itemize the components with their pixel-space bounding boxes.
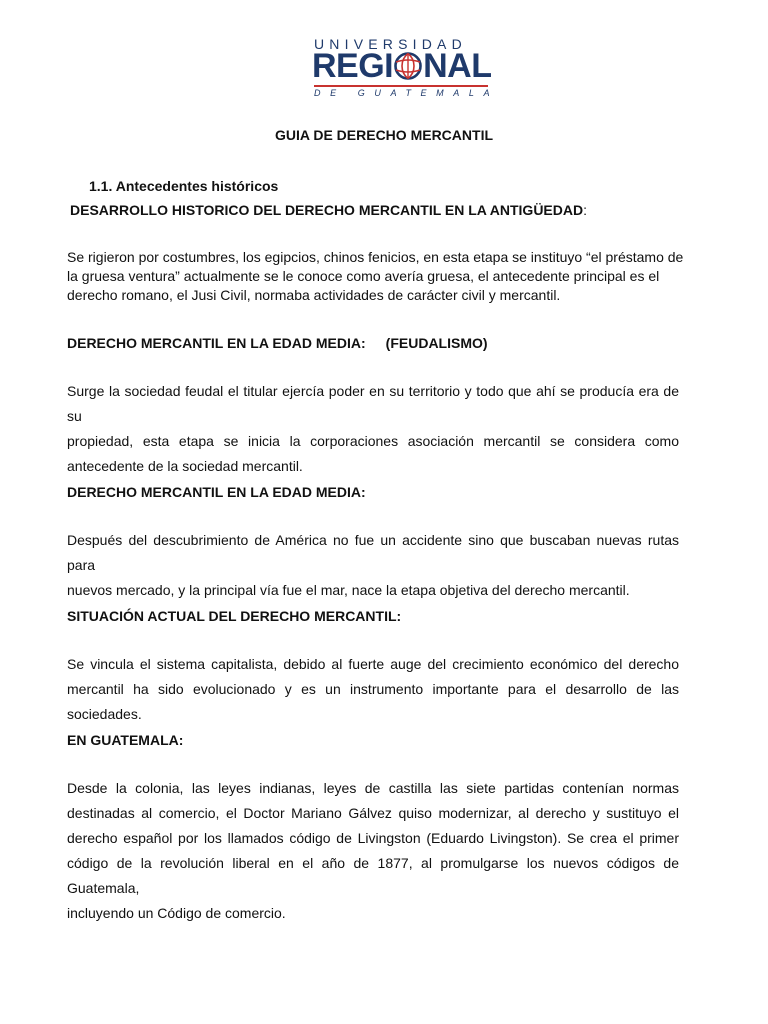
logo-line-universidad: UNIVERSIDAD <box>314 36 467 52</box>
globe-icon <box>394 52 422 80</box>
paragraph-line: Después del descubrimiento de América no fue un accidente sino que buscaban nuevas rutas para <box>67 532 679 573</box>
section-heading-edad-media-feudalismo <box>67 334 488 353</box>
paragraph-situacion-actual <box>67 652 679 727</box>
section-heading-edad-media: DERECHO MERCANTIL EN LA EDAD MEDIA: <box>67 484 366 500</box>
logo-line-guatemala: DE GUATEMALA <box>314 88 500 98</box>
subsection-heading: 1.1. Antecedentes históricos <box>89 178 279 194</box>
paragraph-guatemala <box>67 776 679 926</box>
paragraph-line: derecho español por los llamados código de Livingston (Eduardo Livingston). Se crea el primer <box>67 830 679 846</box>
paragraph-line: código de la revolución liberal en el año de 1877, al promulgarse los nuevos códigos de Guatemala, <box>67 855 679 896</box>
paragraph-line: antecedente de la sociedad mercantil. <box>67 458 303 474</box>
paragraph-line: propiedad, esta etapa se inicia la corporaciones asociación mercantil se considera como <box>67 433 679 449</box>
heading-colon: : <box>583 202 587 218</box>
logo-divider <box>314 85 488 87</box>
paragraph-line: destinadas al comercio, el Doctor Mariano Gálvez quiso modernizar, al derecho y sustituyo el <box>67 805 679 821</box>
paragraph-line: nuevos mercado, y la principal vía fue el mar, nace la etapa objetiva del derecho mercantil. <box>67 582 630 598</box>
heading-text: DESARROLLO HISTORICO DEL DERECHO MERCANTIL EN LA ANTIGÜEDAD <box>70 202 584 218</box>
paragraph-feudalismo <box>67 379 679 479</box>
heading-text: DERECHO MERCANTIL EN LA EDAD MEDIA: <box>67 335 366 351</box>
heading-tag: (FEUDALISMO) <box>385 335 488 351</box>
paragraph-line: Desde la colonia, las leyes indianas, leyes de castilla las siete partidas contenían normas <box>67 780 679 796</box>
paragraph-line: Se vincula el sistema capitalista, debido al fuerte auge del crecimiento económico del derecho <box>67 656 679 672</box>
paragraph-antiguedad-line-1: Se rigieron por costumbres, los egipcios, chinos fenicios, en esta etapa se instituyo “el préstamo de <box>67 249 684 265</box>
paragraph-antiguedad-line-3: derecho romano, el Jusi Civil, normaba actividades de carácter civil y mercantil. <box>67 287 561 303</box>
paragraph-edad-media <box>67 528 679 603</box>
logo-regional-end: NAL <box>423 46 492 85</box>
paragraph-line: mercantil ha sido evolucionado y es un instrumento importante para el desarrollo de las sociedades. <box>67 681 679 722</box>
section-heading-situacion-actual: SITUACIÓN ACTUAL DEL DERECHO MERCANTIL: <box>67 608 402 624</box>
logo-line-regional <box>312 48 492 84</box>
paragraph-line: incluyendo un Código de comercio. <box>67 905 286 921</box>
paragraph-line: Surge la sociedad feudal el titular ejercía poder en su territorio y todo que ahí se producía era de su <box>67 383 679 424</box>
logo-regional-start: REGI <box>312 46 394 85</box>
paragraph-antiguedad-line-2: la gruesa ventura” actualmente se le conoce como avería gruesa, el antecedente principal es el <box>67 268 660 284</box>
university-logo <box>312 36 500 102</box>
document-title: GUIA DE DERECHO MERCANTIL <box>274 127 494 143</box>
section-heading-guatemala: EN GUATEMALA: <box>67 732 184 748</box>
section-heading-antiguedad <box>70 201 587 220</box>
